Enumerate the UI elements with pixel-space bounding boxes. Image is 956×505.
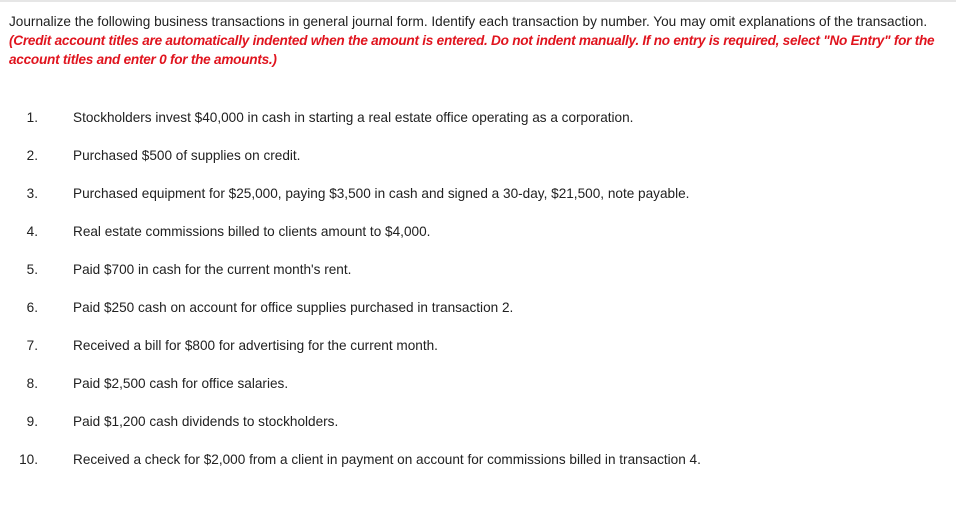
instructions-note: (Credit account titles are automatically indented when the amount is entered. Do not indent manually. If no entry is required, select "No Entry" for the account titles and enter 0 for the amounts.)	[9, 33, 935, 67]
transaction-text: Purchased $500 of supplies on credit.	[73, 148, 301, 163]
transaction-text: Received a bill for $800 for advertising for the current month.	[73, 338, 438, 353]
transaction-number: 10.	[19, 452, 38, 467]
transaction-item	[0, 108, 956, 146]
transaction-item	[0, 450, 956, 488]
transaction-text: Paid $700 in cash for the current month's rent.	[73, 262, 352, 277]
transaction-item	[0, 222, 956, 260]
transaction-number: 2.	[26, 148, 38, 163]
question-instructions	[9, 12, 949, 69]
transaction-text: Paid $2,500 cash for office salaries.	[73, 376, 289, 391]
transaction-number: 1.	[26, 110, 38, 125]
transaction-number: 4.	[26, 224, 38, 239]
transaction-text: Paid $250 cash on account for office supplies purchased in transaction 2.	[73, 300, 514, 315]
transaction-number: 7.	[26, 338, 38, 353]
transaction-item	[0, 184, 956, 222]
instructions-text: Journalize the following business transactions in general journal form. Identify each transaction by number. You may omit explanations of the transaction.	[9, 14, 928, 29]
transaction-text: Stockholders invest $40,000 in cash in starting a real estate office operating as a corporation.	[73, 110, 634, 125]
transaction-item	[0, 260, 956, 298]
transaction-item	[0, 374, 956, 412]
transaction-text: Real estate commissions billed to clients amount to $4,000.	[73, 224, 431, 239]
transaction-list	[0, 108, 956, 488]
transaction-item	[0, 336, 956, 374]
transaction-item	[0, 412, 956, 450]
transaction-number: 6.	[26, 300, 38, 315]
transaction-item	[0, 298, 956, 336]
transaction-text: Paid $1,200 cash dividends to stockholders.	[73, 414, 339, 429]
transaction-number: 9.	[26, 414, 38, 429]
transaction-number: 5.	[26, 262, 38, 277]
top-divider	[0, 0, 956, 2]
transaction-number: 3.	[26, 186, 38, 201]
transaction-item	[0, 146, 956, 184]
transaction-text: Received a check for $2,000 from a client in payment on account for commissions billed in transaction 4.	[73, 452, 701, 467]
transaction-number: 8.	[26, 376, 38, 391]
transaction-text: Purchased equipment for $25,000, paying $3,500 in cash and signed a 30-day, $21,500, note payable.	[73, 186, 690, 201]
